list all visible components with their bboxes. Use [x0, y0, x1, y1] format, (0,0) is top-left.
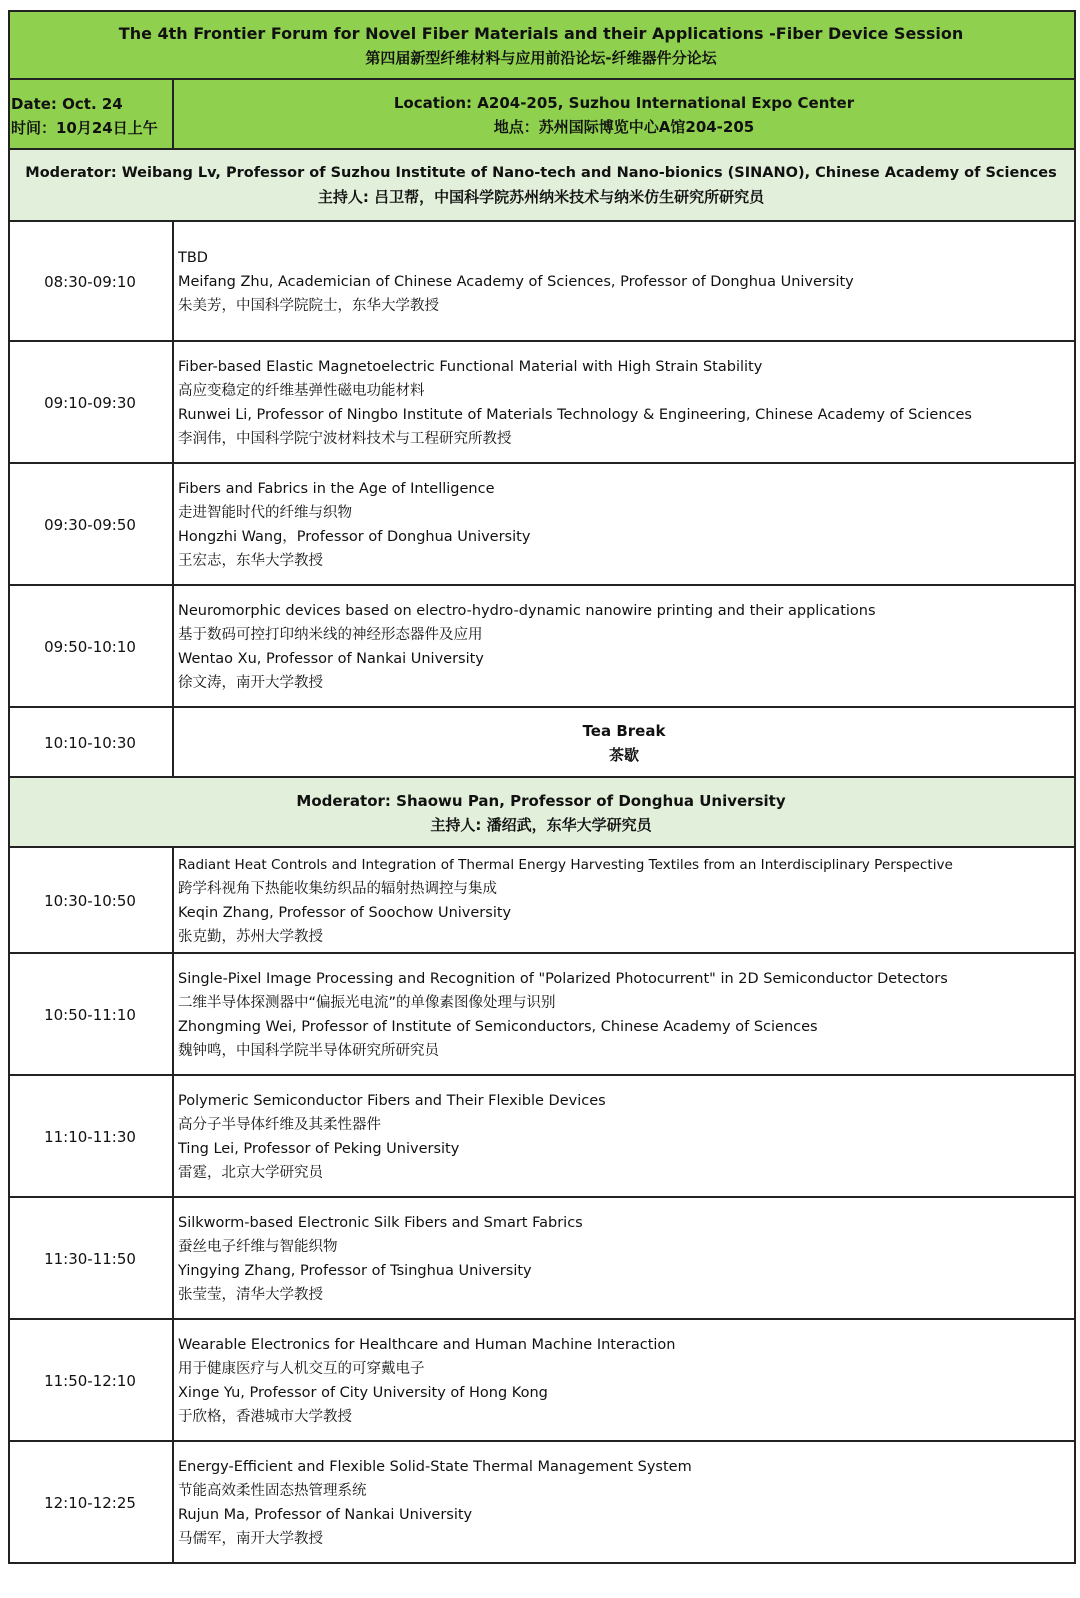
talk-title: TBD [178, 250, 208, 266]
talk-title-zh: 基于数码可控打印纳米线的神经形态器件及应用 [178, 627, 483, 643]
session-time: 09:30-09:50 [44, 516, 136, 534]
session-time: 11:10-11:30 [44, 1128, 136, 1146]
speaker-en: Keqin Zhang, Professor of Soochow University [178, 905, 512, 921]
break-en: Tea Break [582, 722, 666, 740]
talk-title-zh: 二维半导体探测器中“偏振光电流”的单像素图像处理与识别 [178, 995, 556, 1011]
talk-title-en: Neuromorphic devices based on electro-hydro-dynamic nanowire printing and their applications [178, 603, 876, 619]
moderator-1-zh: 主持人: 吕卫帮，中国科学院苏州纳米技术与纳米仿生研究所研究员 [317, 188, 765, 206]
speaker-en: Ting Lei, Professor of Peking University [178, 1141, 460, 1157]
session-time: 08:30-09:10 [44, 273, 136, 291]
date-en: Date: Oct. 24 [11, 95, 123, 113]
speaker-en: Rujun Ma, Professor of Nankai University [178, 1507, 473, 1523]
speaker-zh: 张克勤，苏州大学教授 [178, 929, 323, 945]
session-time: 10:50-11:10 [44, 1006, 136, 1024]
speaker-zh: 雷霆，北京大学研究员 [178, 1165, 323, 1181]
talk-title-zh: 高应变稳定的纤维基弹性磁电功能材料 [178, 383, 425, 399]
session-time: 11:30-11:50 [44, 1250, 136, 1268]
speaker-en: Wentao Xu, Professor of Nankai University [178, 651, 484, 667]
talk-title-en: Radiant Heat Controls and Integration of Thermal Energy Harvesting Textiles from an Interdisciplinary Perspective [178, 857, 953, 873]
speaker-zh: 张莹莹，清华大学教授 [178, 1287, 323, 1303]
speaker-en: Meifang Zhu, Academician of Chinese Academy of Sciences, Professor of Donghua University [178, 274, 854, 290]
talk-title-zh: 走进智能时代的纤维与织物 [178, 505, 352, 521]
speaker-en: Xinge Yu, Professor of City University of Hong Kong [178, 1385, 548, 1401]
talk-title-en: Wearable Electronics for Healthcare and Human Machine Interaction [178, 1337, 676, 1353]
speaker-zh: 王宏志，东华大学教授 [178, 553, 323, 569]
session-time: 10:30-10:50 [44, 892, 136, 910]
talk-title-zh: 用于健康医疗与人机交互的可穿戴电子 [178, 1361, 425, 1377]
break-zh: 茶歇 [608, 746, 639, 764]
talk-title-zh: 蚕丝电子纤维与智能织物 [178, 1239, 338, 1255]
speaker-en: Runwei Li, Professor of Ningbo Institute of Materials Technology & Engineering, Chinese Academy of Sciences [178, 407, 972, 423]
talk-title-en: Polymeric Semiconductor Fibers and Their Flexible Devices [178, 1093, 606, 1109]
location-en: Location: A204-205, Suzhou International Expo Center [393, 94, 855, 112]
talk-title-en: Single-Pixel Image Processing and Recognition of "Polarized Photocurrent" in 2D Semiconductor Detectors [178, 971, 948, 987]
talk-title-en: Silkworm-based Electronic Silk Fibers and Smart Fabrics [178, 1215, 583, 1231]
session-time: 12:10-12:25 [44, 1494, 136, 1512]
talk-title-zh: 节能高效柔性固态热管理系统 [178, 1483, 367, 1499]
talk-title-en: Fiber-based Elastic Magnetoelectric Functional Material with High Strain Stability [178, 359, 763, 375]
speaker-en: Hongzhi Wang，Professor of Donghua University [178, 529, 531, 545]
speaker-zh: 李润伟，中国科学院宁波材料技术与工程研究所教授 [178, 431, 512, 447]
speaker-en: Zhongming Wei, Professor of Institute of Semiconductors, Chinese Academy of Sciences [178, 1019, 818, 1035]
session-time: 09:10-09:30 [44, 394, 136, 412]
break-time: 10:10-10:30 [44, 734, 136, 752]
talk-title-en: Energy-Efficient and Flexible Solid-State Thermal Management System [178, 1459, 692, 1475]
speaker-zh: 马儒军，南开大学教授 [178, 1531, 323, 1547]
date-zh: 时间：10月24日上午 [11, 119, 158, 137]
speaker-en: Yingying Zhang, Professor of Tsinghua University [178, 1263, 532, 1279]
speaker-zh: 徐文涛，南开大学教授 [178, 675, 323, 691]
moderator-1-en: Moderator: Weibang Lv, Professor of Suzhou Institute of Nano-tech and Nano-bionics (SINANO), Chinese Academy of Sciences [25, 165, 1057, 181]
talk-title-zh: 高分子半导体纤维及其柔性器件 [178, 1117, 381, 1133]
speaker-zh: 魏钟鸣，中国科学院半导体研究所研究员 [178, 1043, 439, 1059]
forum-title-en: The 4th Frontier Forum for Novel Fiber Materials and their Applications -Fiber Device Session [118, 24, 964, 43]
session-time: 11:50-12:10 [44, 1372, 136, 1390]
talk-title-zh: 跨学科视角下热能收集纺织品的辐射热调控与集成 [178, 881, 497, 897]
speaker-zh: 朱美芳，中国科学院院士，东华大学教授 [178, 298, 439, 314]
location-zh: 地点：苏州国际博览中心A馆204-205 [493, 118, 755, 136]
moderator-2-zh: 主持人: 潘绍武，东华大学研究员 [430, 816, 652, 834]
forum-title-zh: 第四届新型纤维材料与应用前沿论坛-纤维器件分论坛 [365, 49, 717, 67]
session-time: 09:50-10:10 [44, 638, 136, 656]
moderator-2-en: Moderator: Shaowu Pan, Professor of Donghua University [296, 792, 786, 810]
speaker-zh: 于欣格，香港城市大学教授 [178, 1409, 352, 1425]
table-frame [8, 10, 1076, 1564]
talk-title-en: Fibers and Fabrics in the Age of Intelligence [178, 481, 495, 497]
